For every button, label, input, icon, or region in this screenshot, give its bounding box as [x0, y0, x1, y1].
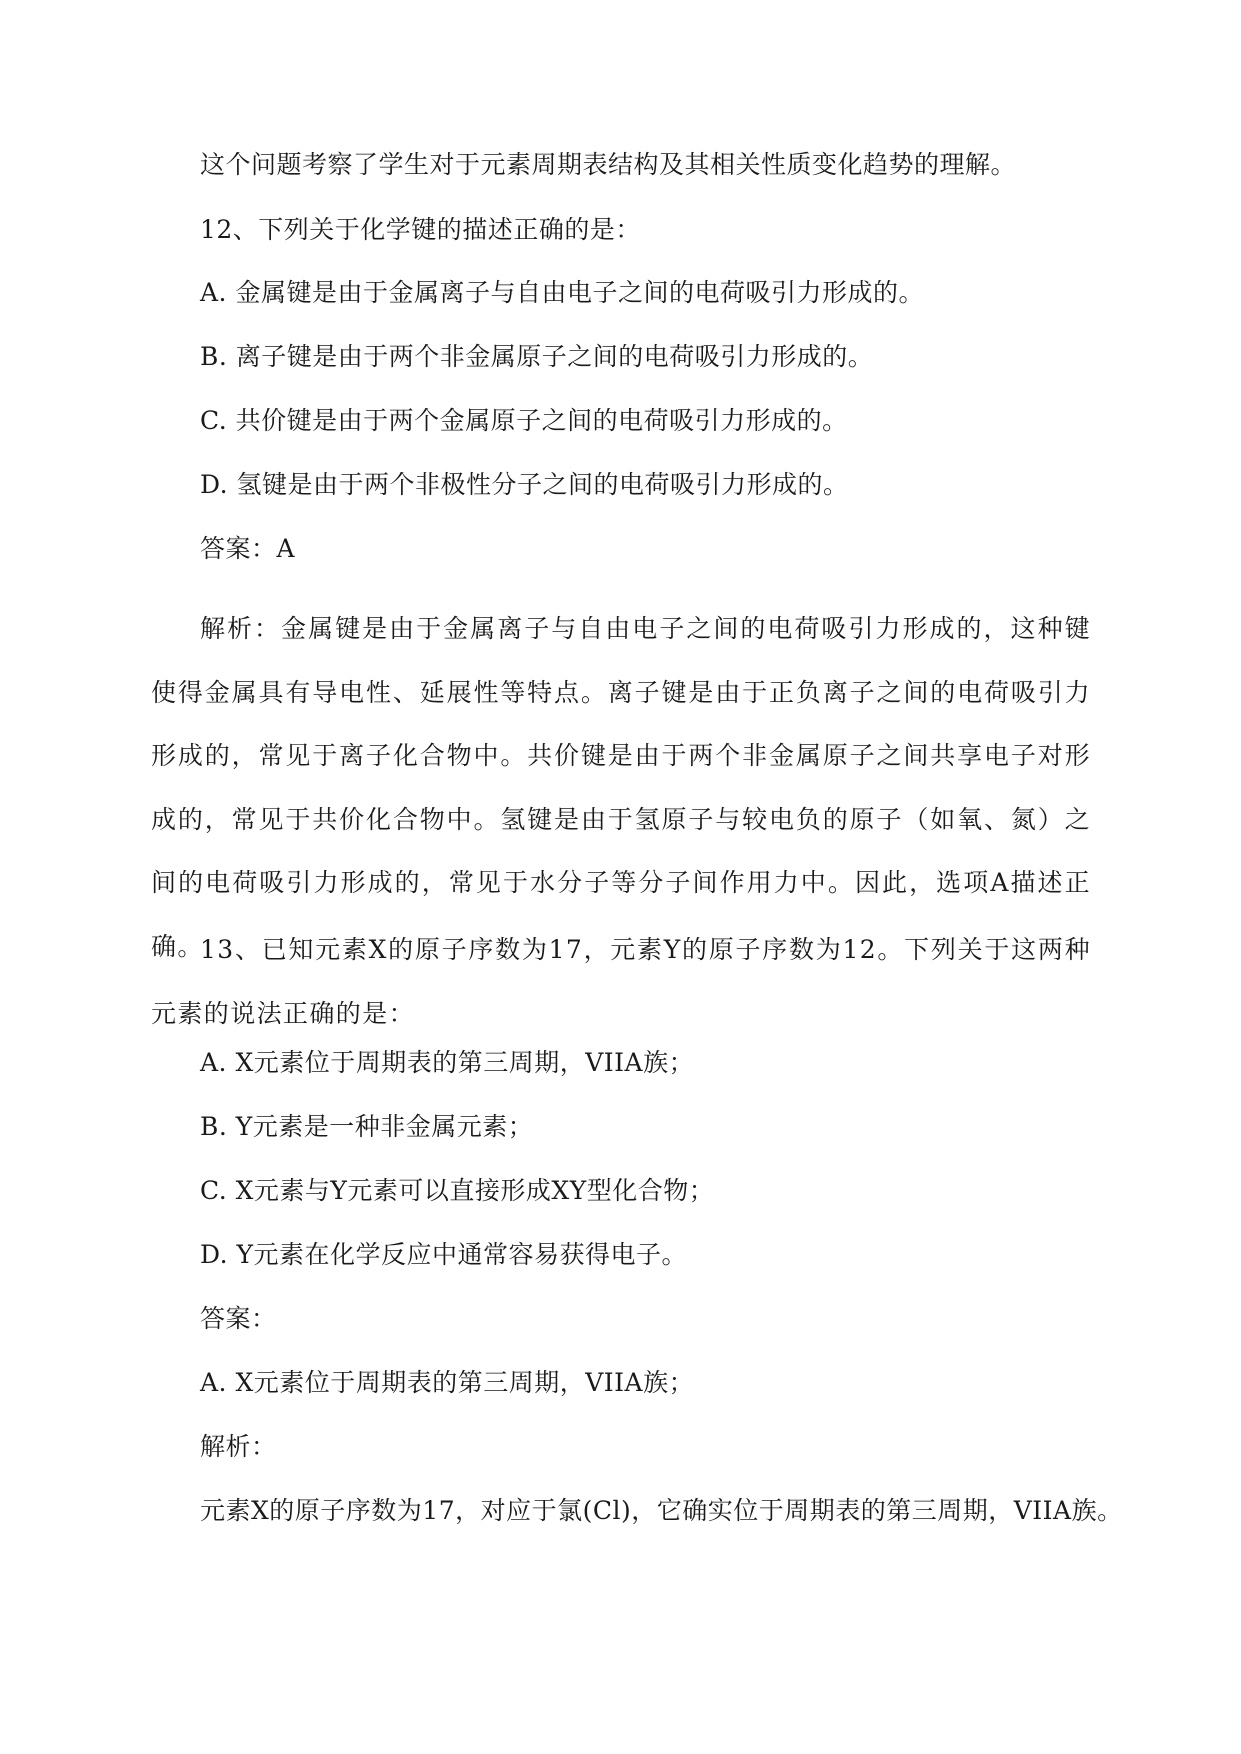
intro-paragraph: 这个问题考察了学生对于元素周期表结构及其相关性质变化趋势的理解。 — [200, 150, 1017, 179]
question-12-option-d: D. 氢键是由于两个非极性分子之间的电荷吸引力形成的。 — [200, 470, 849, 499]
question-13-answer-text: A. X元素位于周期表的第三周期，VIIA族； — [200, 1368, 695, 1397]
question-13-option-c: C. X元素与Y元素可以直接形成XY型化合物； — [200, 1176, 715, 1205]
question-13-answer-label: 答案： — [200, 1304, 277, 1333]
question-12-stem: 12、下列关于化学键的描述正确的是： — [200, 215, 641, 244]
question-12-answer: 答案：A — [200, 534, 296, 563]
question-13-option-a: A. X元素位于周期表的第三周期，VIIA族； — [200, 1048, 695, 1077]
question-12-option-c: C. 共价键是由于两个金属原子之间的电荷吸引力形成的。 — [200, 406, 848, 435]
question-13-stem: 13、已知元素X的原子序数为17，元素Y的原子序数为12。下列关于这两种元素的说法正确的是： — [151, 935, 1091, 1028]
question-12-option-a: A. 金属键是由于金属离子与自由电子之间的电荷吸引力形成的。 — [200, 278, 924, 307]
question-12-analysis: 解析：金属键是由于金属离子与自由电子之间的电荷吸引力形成的，这种键使得金属具有导电性、延展性等特点。离子键是由于正负离子之间的电荷吸引力形成的，常见于离子化合物中。共价键是由于两个非金属原子之间共享电子对形成的，常见于共价化合物中。氢键是由于氢原子与较电负的原子（如氧、氮）之间的电荷吸引力形成的，常见于水分子等分子间作用力中。因此，选项A描述正确。 — [151, 614, 1091, 961]
question-12-option-b: B. 离子键是由于两个非金属原子之间的电荷吸引力形成的。 — [200, 342, 874, 371]
question-13-analysis-label: 解析： — [200, 1432, 277, 1461]
question-13-option-d: D. Y元素在化学反应中通常容易获得电子。 — [200, 1240, 688, 1269]
question-13-analysis-text: 元素X的原子序数为17，对应于氯(Cl)，它确实位于周期表的第三周期，VIIA族。 — [200, 1496, 1123, 1525]
question-13-option-b: B. Y元素是一种非金属元素； — [200, 1112, 534, 1141]
